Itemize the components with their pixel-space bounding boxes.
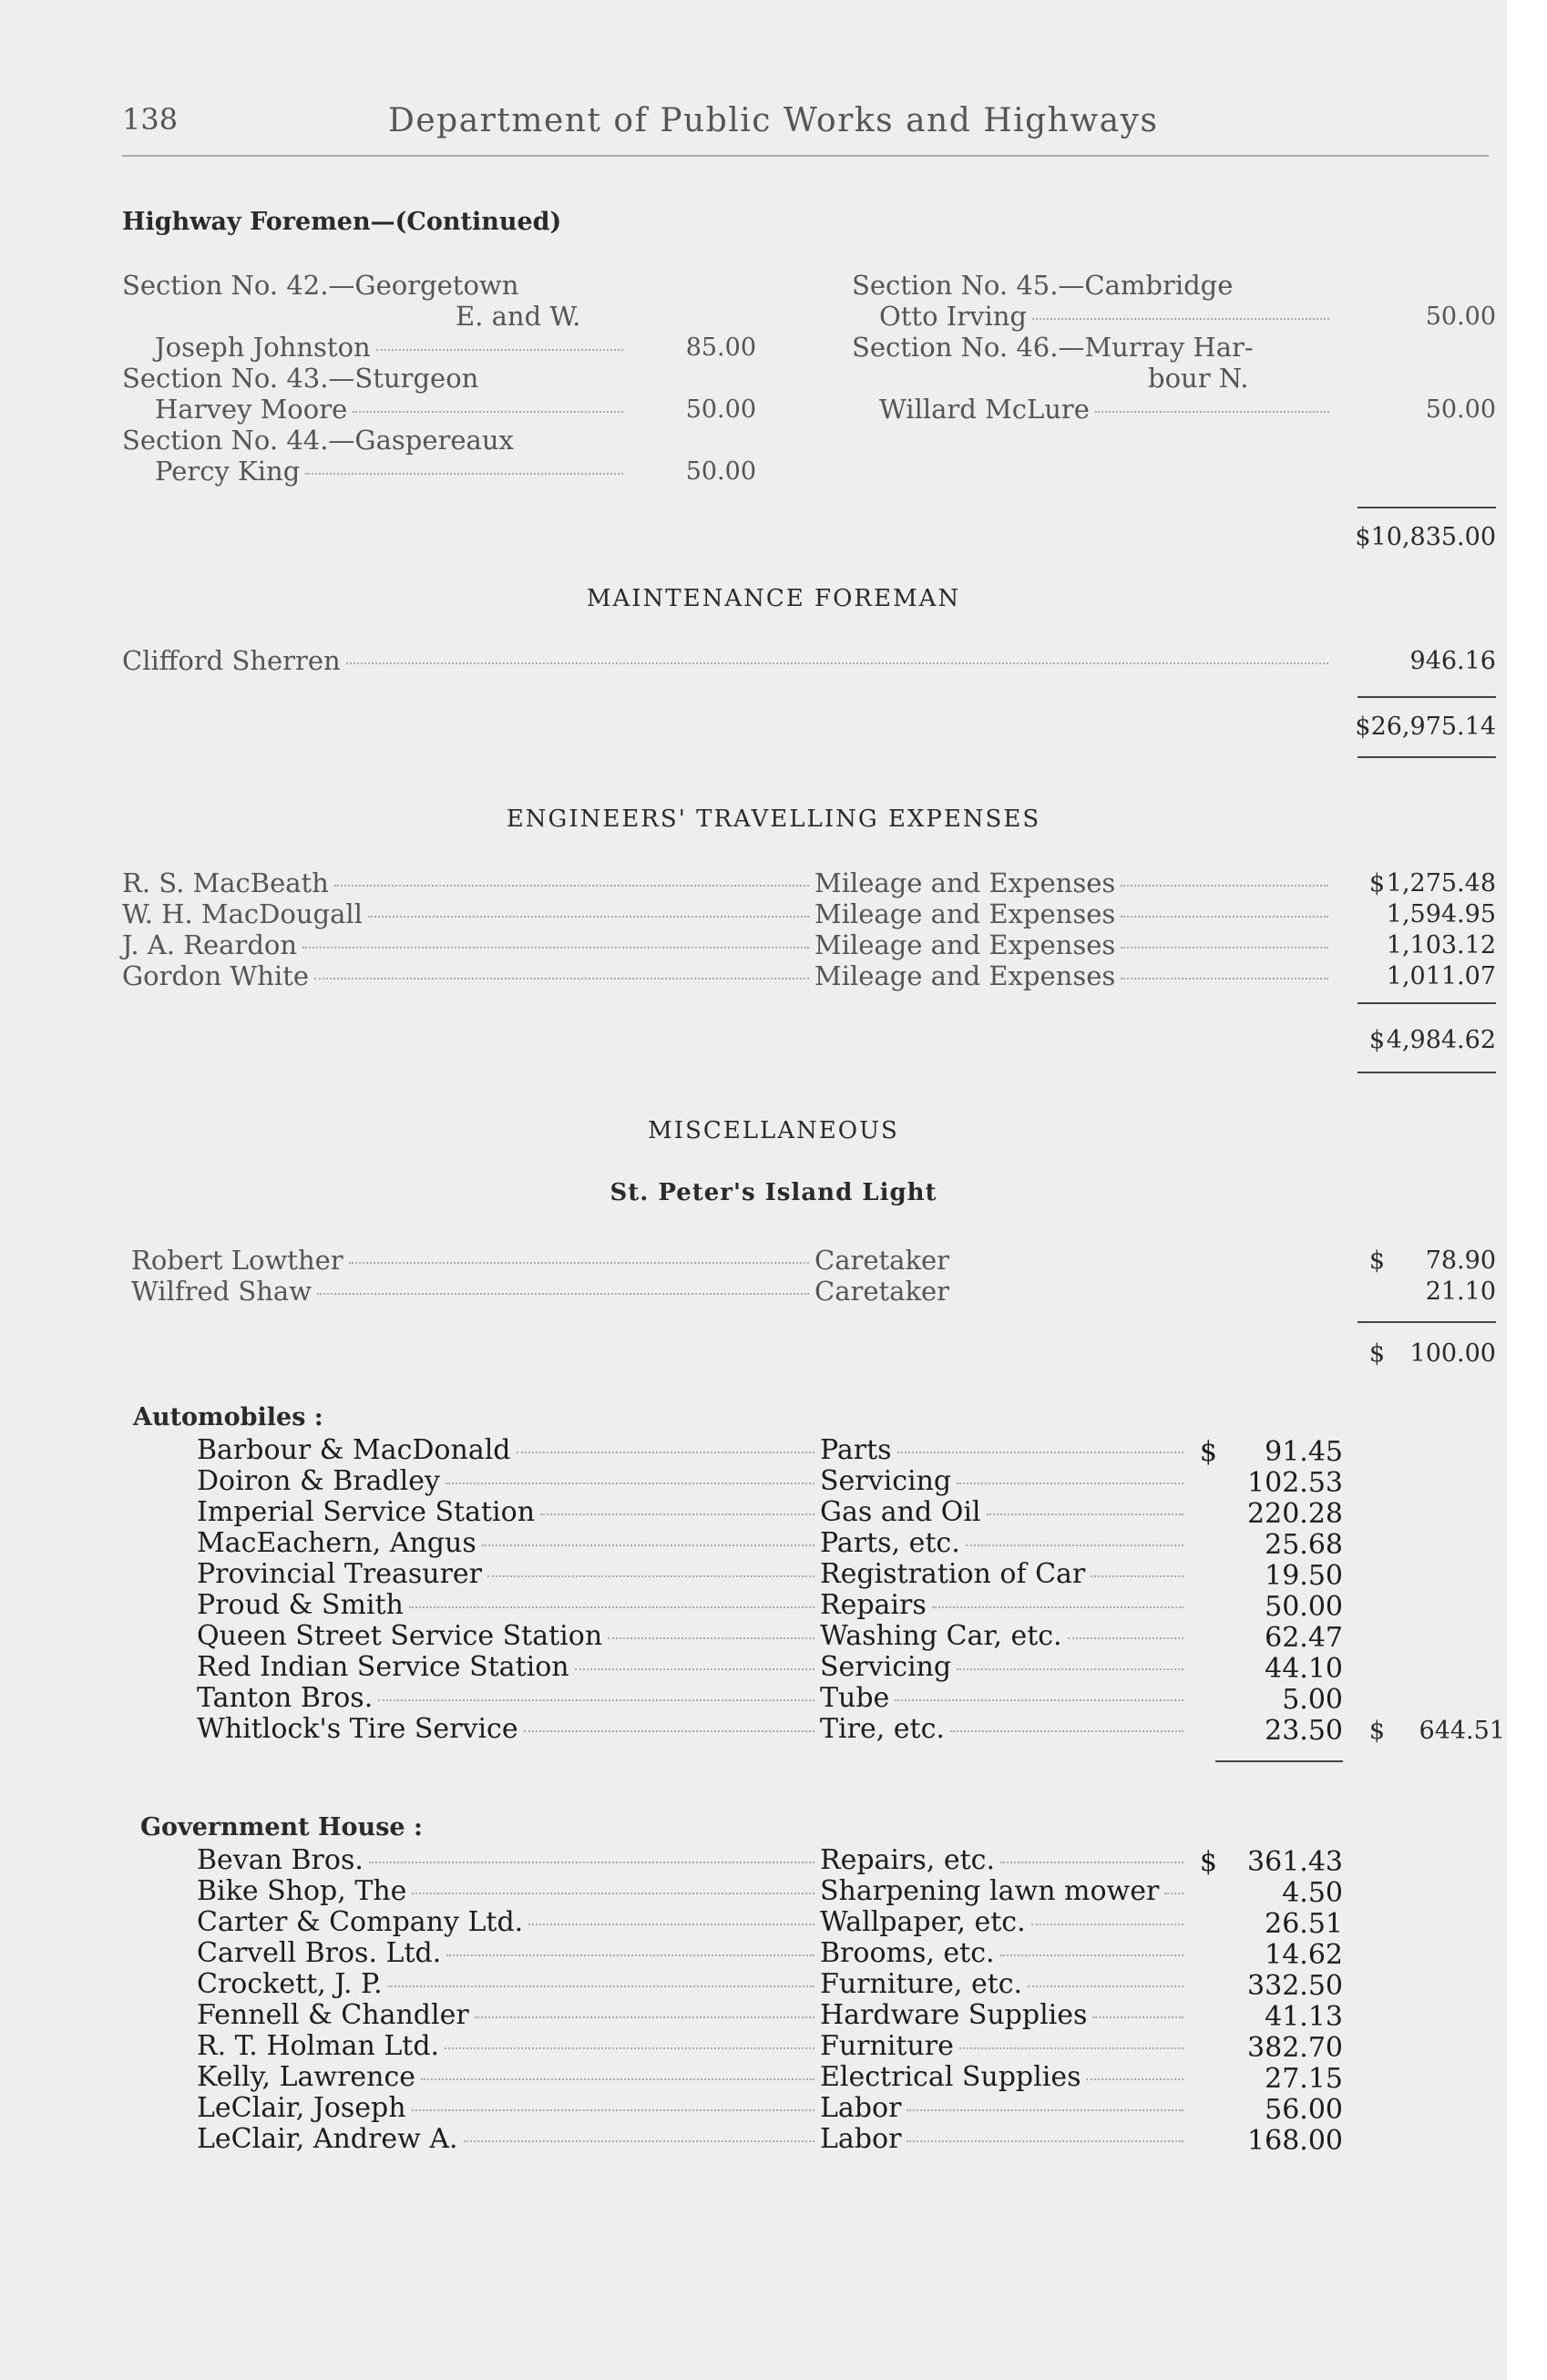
header-rule (122, 155, 1489, 157)
automobiles-heading: Automobiles : (133, 1403, 323, 1431)
expense-amount: 1,594.95 (1386, 900, 1496, 928)
ledger-row (197, 1713, 820, 1745)
automobiles-total: 644.51 (1419, 1717, 1505, 1745)
ledger-desc (820, 1875, 1189, 1907)
total-rule (1357, 1321, 1496, 1323)
vendor-name: R. T. Holman Ltd. (197, 2030, 440, 2062)
vendor-name: LeClair, Joseph (197, 2092, 406, 2124)
expense-amount: 1,275.48 (1386, 869, 1496, 898)
subtotal-rule (1215, 1760, 1343, 1762)
vendor-name: Barbour & MacDonald (197, 1434, 511, 1466)
misc-total: 100.00 (1409, 1339, 1496, 1368)
item-amount: 26.51 (1265, 1908, 1343, 1940)
misc-amount: 78.90 (1425, 1246, 1496, 1275)
foreman-name: Joseph Johnston (155, 332, 371, 363)
currency-sign: $ (1368, 1246, 1385, 1275)
vendor-name: Bevan Bros. (197, 1844, 364, 1876)
maintenance-amount: 946.16 (1409, 647, 1496, 675)
grand-total: $26,975.14 (1355, 713, 1496, 741)
ledger-row (197, 2061, 820, 2093)
expense-desc: Mileage and Expenses (814, 898, 1334, 929)
item-amount: 50.00 (1265, 1591, 1343, 1623)
foreman-name: Otto Irving (879, 301, 1027, 332)
currency-sign: $ (1368, 1717, 1385, 1745)
item-description: Electrical Supplies (820, 2061, 1081, 2093)
foreman-row (155, 456, 629, 487)
ledger-desc (820, 1844, 1189, 1876)
expense-row (122, 960, 814, 991)
section-label: E. and W. (456, 301, 581, 332)
item-amount: 56.00 (1265, 2094, 1343, 2126)
vendor-name: Tanton Bros. (197, 1682, 374, 1714)
item-amount: 27.15 (1265, 2063, 1343, 2095)
ledger-desc (820, 1558, 1189, 1590)
ledger-row (197, 1682, 820, 1714)
page-number: 138 (122, 102, 179, 137)
vendor-name: Queen Street Service Station (197, 1620, 603, 1652)
maintenance-heading: MAINTENANCE FOREMAN (586, 585, 961, 612)
foremen-heading: Highway Foremen—(Continued) (122, 208, 562, 236)
maintenance-name: Clifford Sherren (122, 645, 341, 676)
vendor-name: Imperial Service Station (197, 1496, 536, 1528)
item-description: Servicing (820, 1651, 952, 1683)
engineers-heading: ENGINEERS' TRAVELLING EXPENSES (506, 805, 1041, 833)
item-amount: 19.50 (1265, 1560, 1343, 1592)
vendor-name: MacEachern, Angus (197, 1527, 476, 1559)
ledger-row (197, 1589, 820, 1621)
ledger-row (197, 1465, 820, 1497)
currency-sign: $ (1199, 1436, 1217, 1468)
misc-desc: Caretaker (814, 1276, 950, 1307)
ledger-row (197, 1937, 820, 1969)
misc-heading: MISCELLANEOUS (648, 1117, 899, 1144)
ledger-desc (820, 2030, 1189, 2062)
foreman-name: Willard McLure (879, 394, 1090, 425)
engineer-name: J. A. Reardon (122, 929, 298, 960)
expense-desc: Mileage and Expenses (814, 867, 1334, 898)
ledger-desc (820, 1682, 1189, 1714)
ledger-row (197, 1434, 820, 1466)
item-amount: 382.70 (1247, 2032, 1343, 2064)
ledger-desc (820, 2123, 1189, 2155)
item-description: Registration of Car (820, 1558, 1086, 1590)
foremen-total: $10,835.00 (1355, 523, 1496, 551)
vendor-name: Provincial Treasurer (197, 1558, 483, 1590)
maintenance-row (122, 645, 1334, 676)
vendor-name: Fennell & Chandler (197, 1999, 469, 2031)
ledger-row (197, 1496, 820, 1528)
ledger-desc (820, 1906, 1189, 1938)
item-amount: 168.00 (1247, 2125, 1343, 2157)
total-rule (1357, 1072, 1496, 1073)
government-house-heading: Government House : (140, 1813, 423, 1841)
expense-desc: Mileage and Expenses (814, 929, 1334, 960)
currency-sign: $ (1368, 869, 1385, 898)
engineer-name: Gordon White (122, 960, 309, 991)
item-amount: 361.43 (1247, 1846, 1343, 1878)
misc-row (131, 1245, 814, 1276)
vendor-name: Crockett, J. P. (197, 1968, 383, 2000)
ledger-desc (820, 1434, 1189, 1466)
currency-sign: $ (1199, 1846, 1217, 1878)
total-rule (1357, 1002, 1496, 1004)
ledger-desc (820, 1713, 1189, 1745)
foreman-amount: 85.00 (685, 333, 756, 362)
expense-amount: 1,103.12 (1386, 931, 1496, 959)
ledger-row (197, 1999, 820, 2031)
expense-row (122, 898, 814, 929)
ledger-row (197, 2092, 820, 2124)
foreman-amount: 50.00 (685, 395, 756, 424)
currency-sign: $ (1368, 1339, 1385, 1368)
item-amount: 25.68 (1265, 1529, 1343, 1561)
ledger-row (197, 1558, 820, 1590)
ledger-row (197, 1651, 820, 1683)
misc-amount: 21.10 (1425, 1277, 1496, 1306)
item-amount: 14.62 (1265, 1939, 1343, 1971)
section-label: bour N. (1148, 363, 1249, 394)
foreman-name: Percy King (155, 456, 301, 487)
item-description: Furniture, etc. (820, 1968, 1023, 2000)
ledger-row (197, 2030, 820, 2062)
item-description: Labor (820, 2123, 902, 2155)
foreman-row (155, 394, 629, 425)
ledger-row (197, 1968, 820, 2000)
vendor-name: Bike Shop, The (197, 1875, 407, 1907)
item-description: Tube (820, 1682, 890, 1714)
ledger-row (197, 1620, 820, 1652)
expense-desc: Mileage and Expenses (814, 960, 1334, 991)
vendor-name: Carvell Bros. Ltd. (197, 1937, 442, 1969)
item-amount: 62.47 (1265, 1622, 1343, 1654)
item-description: Tire, etc. (820, 1713, 945, 1745)
vendor-name: LeClair, Andrew A. (197, 2123, 458, 2155)
item-description: Repairs, etc. (820, 1844, 995, 1876)
item-amount: 102.53 (1247, 1467, 1343, 1499)
total-rule (1357, 756, 1496, 758)
ledger-row (197, 1906, 820, 1938)
item-amount: 332.50 (1247, 1970, 1343, 2002)
item-description: Wallpaper, etc. (820, 1906, 1026, 1938)
vendor-name: Proud & Smith (197, 1589, 404, 1621)
total-rule (1357, 696, 1496, 698)
item-amount: 91.45 (1265, 1436, 1343, 1468)
expense-amount: 1,011.07 (1386, 962, 1496, 990)
item-description: Parts, etc. (820, 1527, 960, 1559)
misc-name: Wilfred Shaw (131, 1276, 312, 1307)
ledger-desc (820, 2061, 1189, 2093)
item-amount: 41.13 (1265, 2001, 1343, 2033)
foreman-amount: 50.00 (1425, 303, 1496, 331)
ledger-desc (820, 1651, 1189, 1683)
misc-desc: Caretaker (814, 1245, 950, 1276)
vendor-name: Kelly, Lawrence (197, 2061, 416, 2093)
vendor-name: Red Indian Service Station (197, 1651, 569, 1683)
foreman-amount: 50.00 (685, 457, 756, 486)
ledger-desc (820, 1999, 1189, 2031)
ledger-row (197, 1875, 820, 1907)
item-description: Sharpening lawn mower (820, 1875, 1160, 1907)
item-description: Gas and Oil (820, 1496, 981, 1528)
foreman-row (879, 301, 1335, 332)
item-description: Brooms, etc. (820, 1937, 995, 1969)
item-description: Labor (820, 2092, 902, 2124)
misc-row (131, 1276, 814, 1307)
item-description: Hardware Supplies (820, 1999, 1088, 2031)
item-amount: 4.50 (1282, 1877, 1343, 1909)
engineer-name: R. S. MacBeath (122, 867, 329, 898)
item-amount: 44.10 (1265, 1653, 1343, 1685)
misc-subheading: St. Peter's Island Light (610, 1179, 937, 1206)
ledger-desc (820, 1968, 1189, 2000)
item-amount: 220.28 (1247, 1498, 1343, 1530)
vendor-name: Doiron & Bradley (197, 1465, 440, 1497)
total-rule (1357, 507, 1496, 508)
section-label: Section No. 42.—Georgetown (122, 270, 519, 301)
engineer-name: W. H. MacDougall (122, 898, 363, 929)
foreman-amount: 50.00 (1425, 395, 1496, 424)
item-description: Parts (820, 1434, 892, 1466)
section-label: Section No. 44.—Gaspereaux (122, 425, 514, 456)
engineers-total: 4,984.62 (1386, 1026, 1496, 1054)
ledger-desc (820, 1496, 1189, 1528)
vendor-name: Whitlock's Tire Service (197, 1713, 518, 1745)
ledger-desc (820, 2092, 1189, 2124)
ledger-desc (820, 1527, 1189, 1559)
item-description: Furniture (820, 2030, 954, 2062)
expense-row (122, 929, 814, 960)
expense-row (122, 867, 814, 898)
ledger-row (197, 1527, 820, 1559)
foreman-row (155, 332, 629, 363)
section-label: Section No. 43.—Sturgeon (122, 363, 479, 394)
item-amount: 5.00 (1282, 1684, 1343, 1716)
item-amount: 23.50 (1265, 1715, 1343, 1747)
section-label: Section No. 46.—Murray Har- (852, 332, 1254, 363)
ledger-row (197, 2123, 820, 2155)
vendor-name: Carter & Company Ltd. (197, 1906, 524, 1938)
foreman-name: Harvey Moore (155, 394, 348, 425)
ledger-row (197, 1844, 820, 1876)
section-label: Section No. 45.—Cambridge (852, 270, 1234, 301)
item-description: Servicing (820, 1465, 952, 1497)
item-description: Washing Car, etc. (820, 1620, 1062, 1652)
item-description: Repairs (820, 1589, 927, 1621)
misc-name: Robert Lowther (131, 1245, 343, 1276)
ledger-desc (820, 1589, 1189, 1621)
foreman-row (879, 394, 1335, 425)
ledger-desc (820, 1620, 1189, 1652)
ledger-desc (820, 1937, 1189, 1969)
page-title: Department of Public Works and Highways (388, 102, 1159, 139)
currency-sign: $ (1368, 1026, 1385, 1054)
ledger-desc (820, 1465, 1189, 1497)
